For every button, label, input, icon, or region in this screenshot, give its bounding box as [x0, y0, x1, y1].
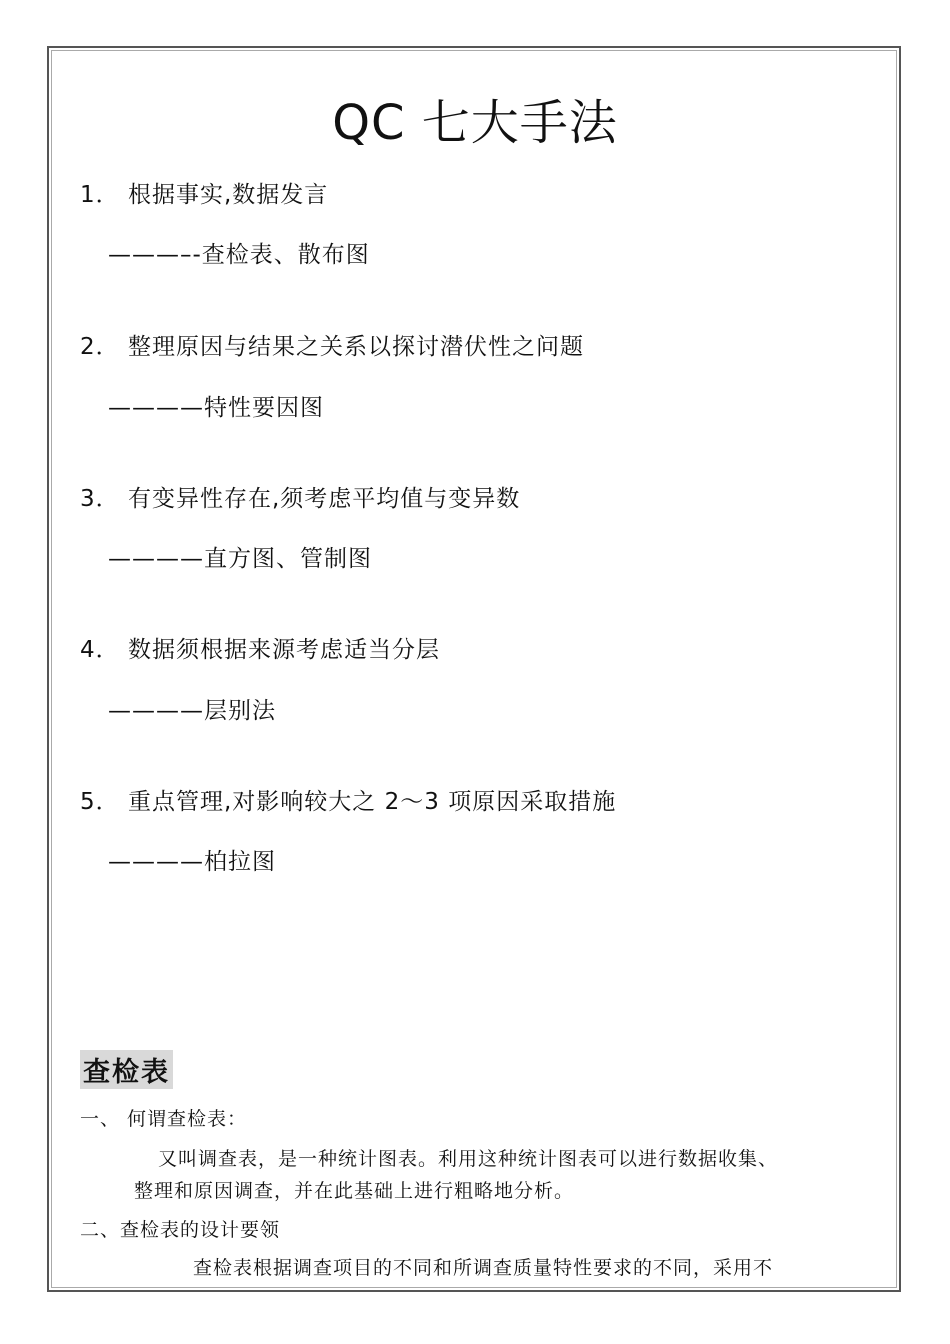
item-3-tools: ————直方图、管制图	[108, 546, 372, 572]
item-statement: 重点管理,对影响较大之 2～3 项原因采取措施	[128, 789, 617, 815]
item-number: 2．	[80, 334, 120, 360]
item-statement: 整理原因与结果之关系以探讨潜伏性之问题	[128, 334, 584, 360]
list-item-2	[80, 328, 584, 361]
document-title: QC 七大手法	[332, 95, 618, 151]
list-item-1	[80, 176, 328, 209]
item-number: 4．	[80, 637, 120, 663]
item-1-tools: ———–-查检表、散布图	[108, 242, 370, 268]
item-2-tools: ————特性要因图	[108, 395, 324, 421]
question-2-body-line-1: 查检表根据调查项目的不同和所调查质量特性要求的不同，采用不	[193, 1257, 774, 1279]
question-1-label: 一、 何谓查检表：	[80, 1108, 248, 1130]
item-statement: 有变异性存在,须考虑平均值与变异数	[128, 486, 521, 512]
item-5-tools: ————柏拉图	[108, 849, 276, 875]
list-item-4	[80, 631, 440, 664]
item-number: 3．	[80, 486, 120, 512]
item-statement: 根据事实,数据发言	[128, 182, 329, 208]
question-1-body-line-1: 又叫调查表，是一种统计图表。利用这种统计图表可以进行数据收集、	[158, 1148, 779, 1170]
item-4-tools: ————层别法	[108, 698, 276, 724]
item-number: 1．	[80, 182, 120, 208]
section-heading: 查检表	[80, 1050, 173, 1089]
item-number: 5．	[80, 789, 120, 815]
list-item-5	[80, 783, 616, 816]
question-2-label: 二、查检表的设计要领	[80, 1219, 281, 1241]
item-statement: 数据须根据来源考虑适当分层	[128, 637, 440, 663]
question-1-body-line-2: 整理和原因调查，并在此基础上进行粗略地分析。	[134, 1180, 575, 1202]
list-item-3	[80, 480, 520, 513]
